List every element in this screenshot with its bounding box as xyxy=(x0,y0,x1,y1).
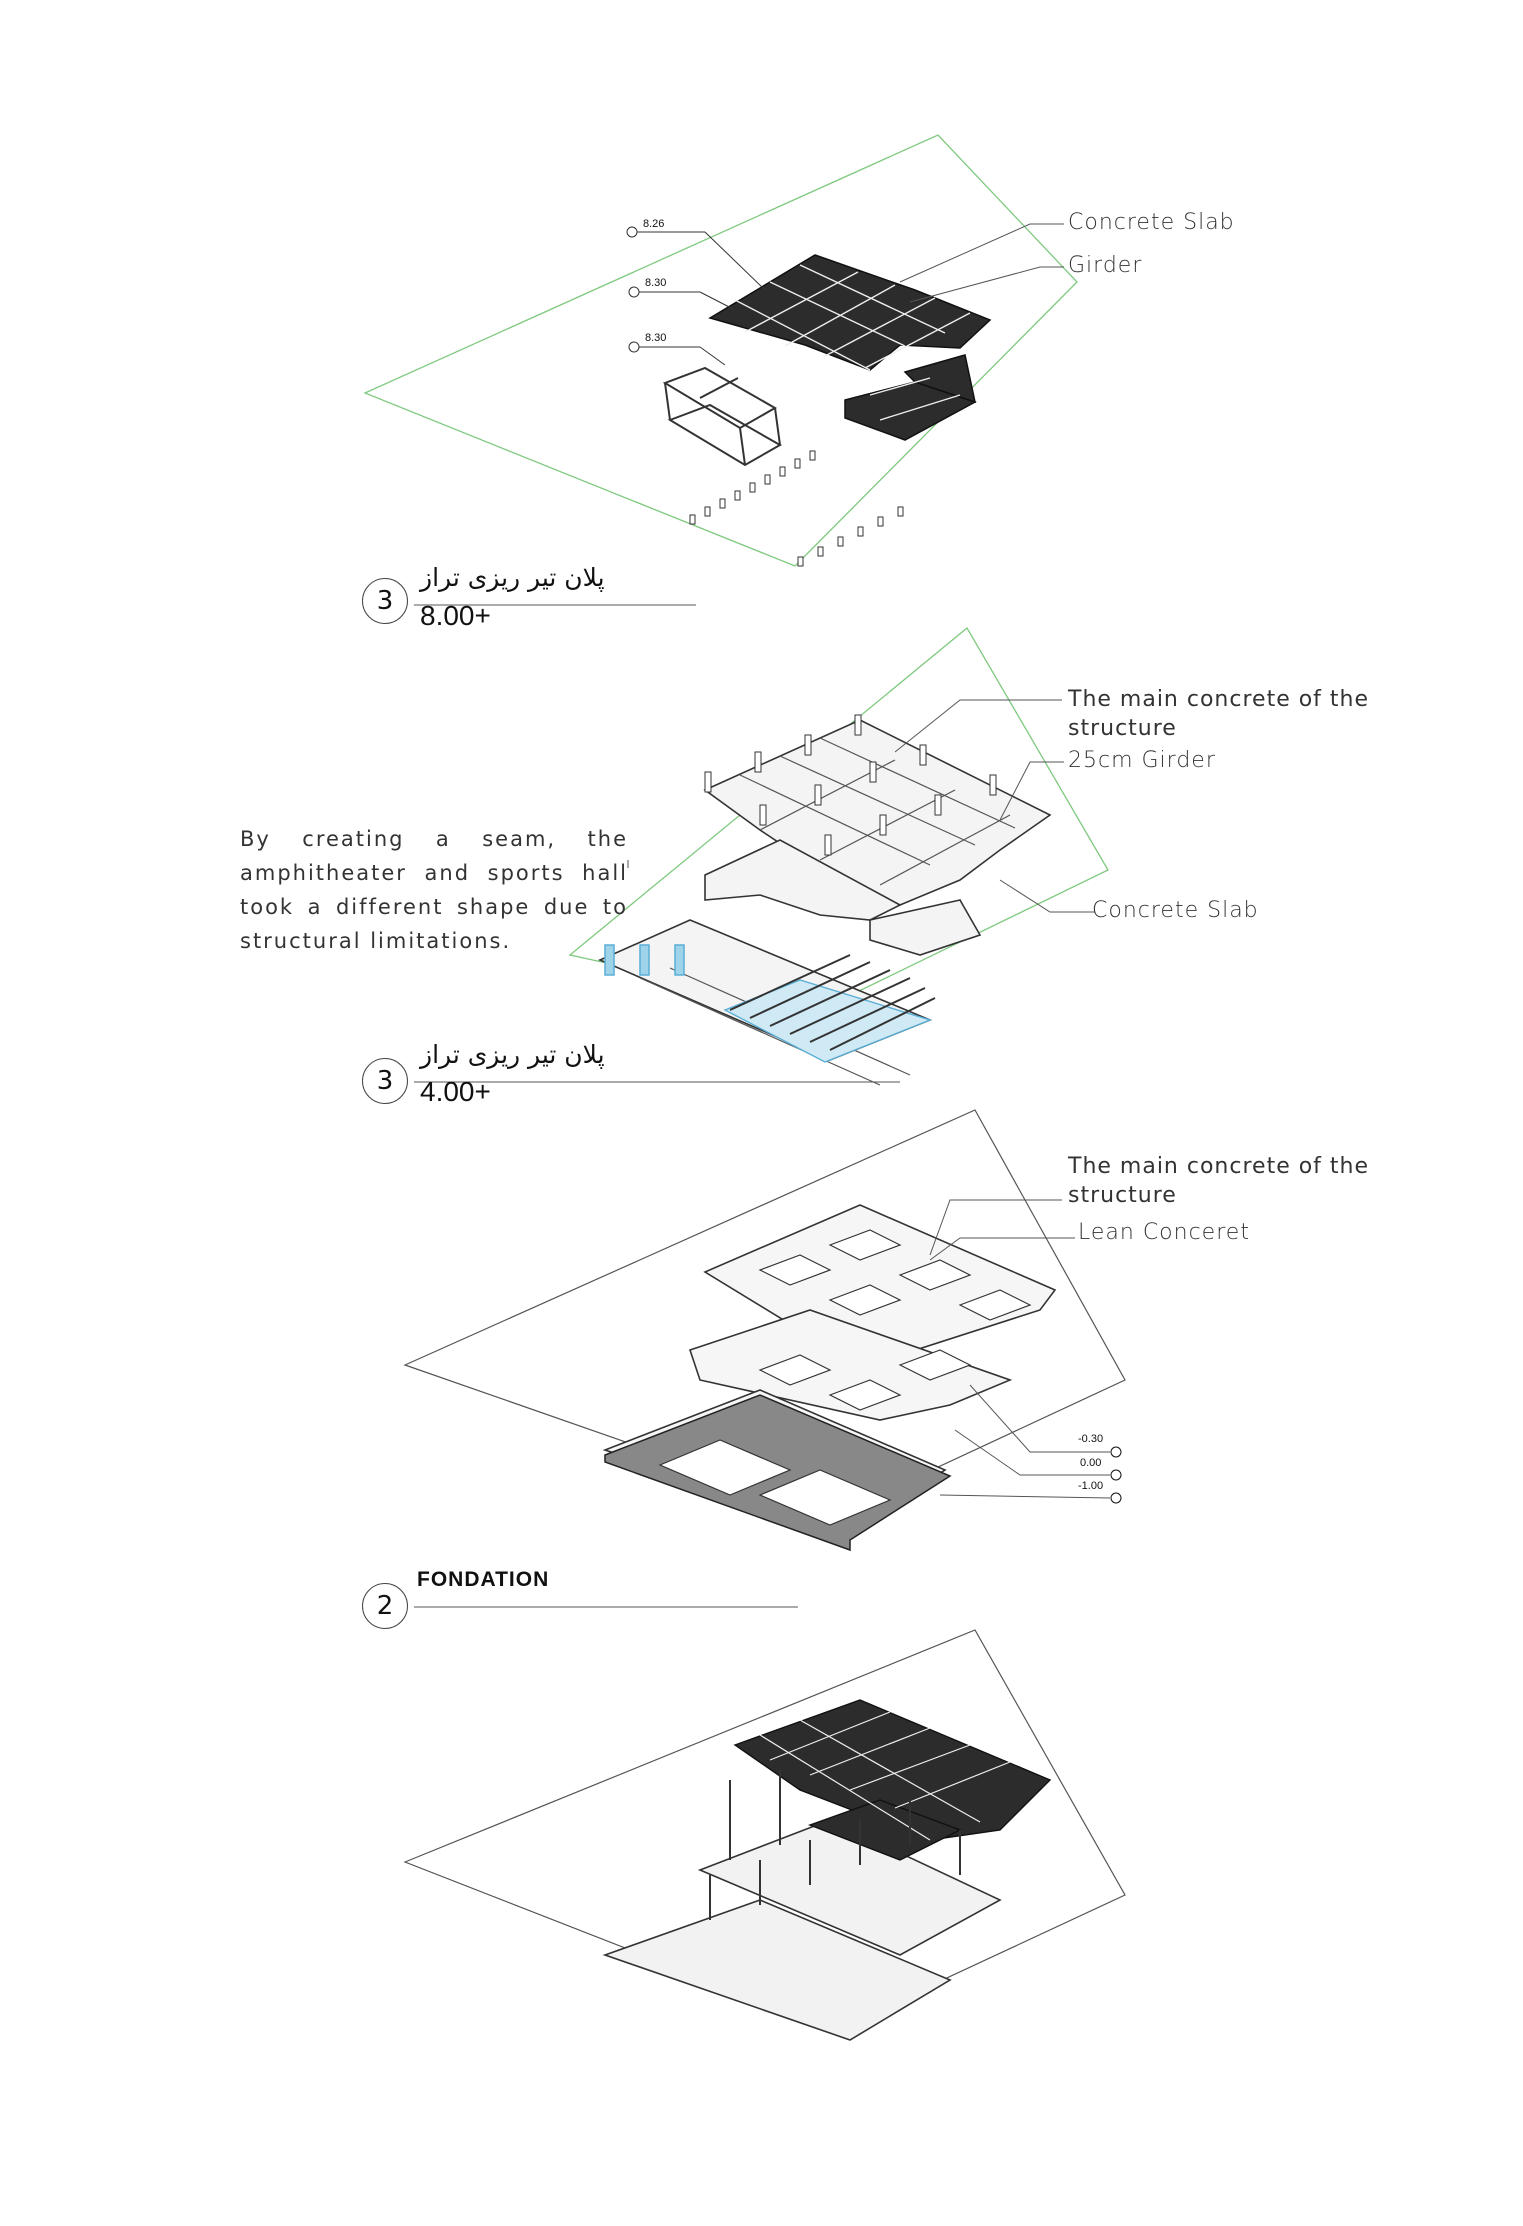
seam-note: By creating a seam, the amphitheater and sports hall took a different shape due to structural limitations. xyxy=(240,827,628,953)
column-stubs-800 xyxy=(690,451,903,566)
elevation-value: 8.26 xyxy=(643,218,665,230)
label-girder: Girder xyxy=(1068,253,1143,278)
drawing-level: 8.00+ xyxy=(420,600,491,631)
drawing-level: 4.00+ xyxy=(420,1076,491,1107)
combined-dark-roof xyxy=(735,1700,1050,1860)
label-main-concrete: The main concrete of the structure xyxy=(1068,1154,1370,1208)
drawing-number: 3 xyxy=(362,578,408,624)
drawing-title-fa: پلان تیر ریزی تراز xyxy=(420,563,605,592)
foundation-diagram xyxy=(405,1110,1125,1607)
elevation-value: 8.30 xyxy=(645,332,667,344)
drawing-number: 3 xyxy=(362,1058,408,1104)
combined-frame xyxy=(605,1820,1000,2040)
open-frame-800 xyxy=(665,368,780,465)
foundation-elevation-symbols xyxy=(1111,1447,1121,1503)
elevation-value: 8.30 xyxy=(645,277,667,289)
drawing-title-fa: پلان تیر ریزی تراز xyxy=(420,1040,605,1069)
label-main-concrete: The main concrete of the structure xyxy=(1068,687,1370,741)
leaders-800 xyxy=(900,224,1064,302)
label-concrete-slab: Concrete Slab xyxy=(1092,898,1259,923)
label-25cm-girder: 25cm Girder xyxy=(1068,748,1216,773)
combined-structure-diagram xyxy=(405,1630,1125,2040)
roof-slab-dark xyxy=(710,255,990,440)
drawing-title: FONDATION xyxy=(417,1568,550,1591)
elevation-value: -1.00 xyxy=(1078,1480,1104,1492)
label-lean-concrete: Lean Conceret xyxy=(1078,1220,1250,1245)
drawing-number: 2 xyxy=(362,1583,408,1629)
level-800-diagram xyxy=(365,135,1077,605)
label-concrete-slab: Concrete Slab xyxy=(1068,210,1235,235)
elevation-value: -0.30 xyxy=(1078,1433,1104,1445)
elevation-markers-800 xyxy=(627,227,765,365)
elevation-value: 0.00 xyxy=(1080,1457,1102,1469)
